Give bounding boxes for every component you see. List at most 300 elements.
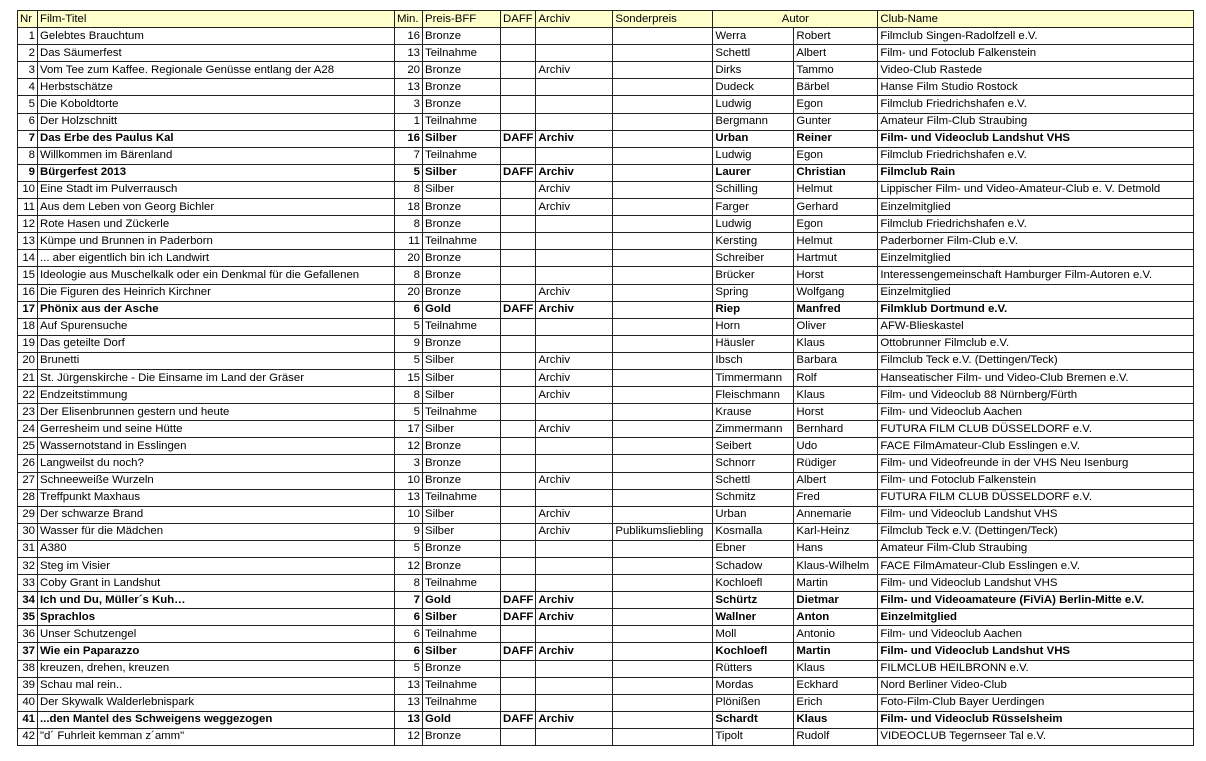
cell-club-name: Filmclub Singen-Radolfzell e.V. [878, 28, 1194, 45]
cell-autor-nachname: Urban [713, 130, 794, 147]
cell-min: 20 [395, 62, 423, 79]
cell-autor-vorname: Albert [794, 45, 878, 62]
cell-archiv [536, 216, 613, 233]
cell-autor-nachname: Ludwig [713, 216, 794, 233]
table-row [18, 677, 1194, 694]
cell-archiv [536, 250, 613, 267]
cell-min: 13 [395, 711, 423, 728]
cell-club-name: Filmclub Friedrichshafen e.V. [878, 96, 1194, 113]
table-row [18, 506, 1194, 523]
cell-sonderpreis [613, 387, 713, 404]
cell-archiv [536, 677, 613, 694]
cell-club-name: Einzelmitglied [878, 284, 1194, 301]
cell-preis-bff: Teilnahme [423, 147, 501, 164]
cell-min: 16 [395, 130, 423, 147]
cell-preis-bff: Teilnahme [423, 404, 501, 421]
cell-sonderpreis [613, 592, 713, 609]
cell-min: 6 [395, 626, 423, 643]
table-row [18, 369, 1194, 386]
cell-preis-bff: Teilnahme [423, 45, 501, 62]
cell-film-titel: St. Jürgenskirche - Die Einsame im Land der Gräser [38, 369, 395, 386]
table-row [18, 575, 1194, 592]
cell-preis-bff: Bronze [423, 79, 501, 96]
cell-sonderpreis [613, 489, 713, 506]
table-row [18, 387, 1194, 404]
cell-autor-nachname: Ludwig [713, 96, 794, 113]
cell-sonderpreis [613, 301, 713, 318]
cell-preis-bff: Silber [423, 421, 501, 438]
table-row [18, 301, 1194, 318]
cell-sonderpreis [613, 267, 713, 284]
cell-preis-bff: Bronze [423, 267, 501, 284]
cell-club-name: Interessengemeinschaft Hamburger Film-Autoren e.V. [878, 267, 1194, 284]
cell-autor-vorname: Klaus [794, 335, 878, 352]
cell-daff [501, 421, 536, 438]
cell-nr: 19 [18, 335, 38, 352]
cell-preis-bff: Bronze [423, 62, 501, 79]
cell-preis-bff: Bronze [423, 335, 501, 352]
cell-archiv: Archiv [536, 130, 613, 147]
cell-min: 13 [395, 79, 423, 96]
cell-daff [501, 558, 536, 575]
cell-daff [501, 455, 536, 472]
cell-autor-vorname: Hartmut [794, 250, 878, 267]
cell-autor-vorname: Gerhard [794, 199, 878, 216]
cell-autor-nachname: Riep [713, 301, 794, 318]
cell-club-name: Film- und Fotoclub Falkenstein [878, 45, 1194, 62]
cell-nr: 7 [18, 130, 38, 147]
cell-autor-vorname: Eckhard [794, 677, 878, 694]
cell-film-titel: Eine Stadt im Pulverrausch [38, 181, 395, 198]
cell-club-name: Einzelmitglied [878, 250, 1194, 267]
cell-club-name: Film- und Videoclub Aachen [878, 626, 1194, 643]
cell-preis-bff: Silber [423, 352, 501, 369]
cell-min: 8 [395, 181, 423, 198]
cell-daff [501, 28, 536, 45]
cell-nr: 27 [18, 472, 38, 489]
cell-sonderpreis [613, 284, 713, 301]
cell-club-name: Film- und Videofreunde in der VHS Neu Isenburg [878, 455, 1194, 472]
cell-film-titel: Sprachlos [38, 609, 395, 626]
cell-film-titel: Der Holzschnitt [38, 113, 395, 130]
cell-preis-bff: Teilnahme [423, 694, 501, 711]
table-row [18, 404, 1194, 421]
cell-club-name: Filmclub Friedrichshafen e.V. [878, 147, 1194, 164]
cell-film-titel: ... aber eigentlich bin ich Landwirt [38, 250, 395, 267]
cell-min: 5 [395, 404, 423, 421]
cell-autor-vorname: Christian [794, 164, 878, 181]
table-row [18, 523, 1194, 540]
table-row [18, 216, 1194, 233]
table-row [18, 79, 1194, 96]
cell-sonderpreis [613, 318, 713, 335]
cell-min: 8 [395, 267, 423, 284]
cell-archiv: Archiv [536, 523, 613, 540]
cell-archiv: Archiv [536, 421, 613, 438]
cell-preis-bff: Bronze [423, 540, 501, 557]
cell-film-titel: Auf Spurensuche [38, 318, 395, 335]
cell-nr: 35 [18, 609, 38, 626]
cell-min: 6 [395, 301, 423, 318]
cell-archiv [536, 660, 613, 677]
cell-daff [501, 506, 536, 523]
cell-sonderpreis [613, 506, 713, 523]
cell-autor-vorname: Rolf [794, 369, 878, 386]
cell-autor-nachname: Horn [713, 318, 794, 335]
cell-film-titel: Schneeweiße Wurzeln [38, 472, 395, 489]
cell-club-name: Film- und Videoclub 88 Nürnberg/Fürth [878, 387, 1194, 404]
cell-sonderpreis [613, 643, 713, 660]
cell-autor-nachname: Kochloefl [713, 643, 794, 660]
cell-preis-bff: Bronze [423, 28, 501, 45]
cell-sonderpreis [613, 130, 713, 147]
cell-min: 6 [395, 643, 423, 660]
cell-archiv [536, 28, 613, 45]
cell-autor-nachname: Schilling [713, 181, 794, 198]
table-row [18, 489, 1194, 506]
cell-sonderpreis [613, 404, 713, 421]
cell-daff [501, 575, 536, 592]
table-row [18, 335, 1194, 352]
cell-autor-nachname: Werra [713, 28, 794, 45]
cell-autor-vorname: Klaus-Wilhelm [794, 558, 878, 575]
cell-film-titel: ...den Mantel des Schweigens weggezogen [38, 711, 395, 728]
cell-autor-nachname: Plönißen [713, 694, 794, 711]
cell-daff [501, 199, 536, 216]
cell-club-name: Hanseatischer Film- und Video-Club Bremen e.V. [878, 369, 1194, 386]
cell-nr: 36 [18, 626, 38, 643]
cell-nr: 42 [18, 728, 38, 745]
cell-archiv: Archiv [536, 369, 613, 386]
cell-archiv: Archiv [536, 62, 613, 79]
cell-autor-nachname: Krause [713, 404, 794, 421]
cell-min: 17 [395, 421, 423, 438]
cell-film-titel: Vom Tee zum Kaffee. Regionale Genüsse entlang der A28 [38, 62, 395, 79]
cell-sonderpreis [613, 181, 713, 198]
cell-daff [501, 369, 536, 386]
cell-autor-vorname: Horst [794, 404, 878, 421]
cell-archiv [536, 575, 613, 592]
cell-nr: 2 [18, 45, 38, 62]
cell-daff [501, 96, 536, 113]
table-row [18, 233, 1194, 250]
cell-club-name: Amateur Film-Club Straubing [878, 113, 1194, 130]
cell-archiv [536, 728, 613, 745]
cell-nr: 8 [18, 147, 38, 164]
cell-daff: DAFF [501, 592, 536, 609]
cell-autor-vorname: Barbara [794, 352, 878, 369]
cell-autor-vorname: Anton [794, 609, 878, 626]
cell-daff: DAFF [501, 609, 536, 626]
cell-club-name: Einzelmitglied [878, 199, 1194, 216]
cell-min: 18 [395, 199, 423, 216]
cell-film-titel: Die Koboldtorte [38, 96, 395, 113]
cell-preis-bff: Bronze [423, 216, 501, 233]
cell-autor-nachname: Fleischmann [713, 387, 794, 404]
cell-daff [501, 677, 536, 694]
cell-min: 7 [395, 147, 423, 164]
cell-club-name: Film- und Videoclub Landshut VHS [878, 130, 1194, 147]
cell-autor-vorname: Egon [794, 216, 878, 233]
table-row [18, 540, 1194, 557]
cell-preis-bff: Teilnahme [423, 626, 501, 643]
cell-club-name: Nord Berliner Video-Club [878, 677, 1194, 694]
cell-autor-vorname: Udo [794, 438, 878, 455]
cell-club-name: Hanse Film Studio Rostock [878, 79, 1194, 96]
cell-min: 6 [395, 609, 423, 626]
cell-sonderpreis [613, 711, 713, 728]
cell-daff [501, 694, 536, 711]
cell-film-titel: Langweilst du noch? [38, 455, 395, 472]
header-min: Min. [395, 11, 423, 28]
cell-archiv [536, 558, 613, 575]
table-row [18, 130, 1194, 147]
cell-nr: 38 [18, 660, 38, 677]
cell-archiv [536, 694, 613, 711]
cell-autor-vorname: Reiner [794, 130, 878, 147]
cell-nr: 13 [18, 233, 38, 250]
table-row [18, 352, 1194, 369]
cell-autor-nachname: Schadow [713, 558, 794, 575]
cell-preis-bff: Silber [423, 523, 501, 540]
table-row [18, 96, 1194, 113]
cell-club-name: Film- und Videoamateure (FiViA) Berlin-Mitte e.V. [878, 592, 1194, 609]
cell-autor-vorname: Wolfgang [794, 284, 878, 301]
cell-min: 5 [395, 352, 423, 369]
cell-autor-vorname: Klaus [794, 660, 878, 677]
cell-autor-nachname: Schettl [713, 472, 794, 489]
cell-autor-nachname: Schürtz [713, 592, 794, 609]
cell-min: 5 [395, 318, 423, 335]
cell-preis-bff: Bronze [423, 199, 501, 216]
table-row [18, 558, 1194, 575]
cell-nr: 4 [18, 79, 38, 96]
cell-daff [501, 352, 536, 369]
cell-film-titel: Treffpunkt Maxhaus [38, 489, 395, 506]
cell-preis-bff: Silber [423, 181, 501, 198]
cell-autor-nachname: Timmermann [713, 369, 794, 386]
cell-club-name: FUTURA FILM CLUB DÜSSELDORF e.V. [878, 421, 1194, 438]
cell-archiv [536, 489, 613, 506]
table-row [18, 284, 1194, 301]
cell-archiv: Archiv [536, 387, 613, 404]
cell-min: 13 [395, 489, 423, 506]
cell-daff [501, 318, 536, 335]
cell-sonderpreis [613, 216, 713, 233]
cell-film-titel: Gelebtes Brauchtum [38, 28, 395, 45]
cell-daff [501, 540, 536, 557]
cell-autor-vorname: Rudolf [794, 728, 878, 745]
cell-autor-vorname: Hans [794, 540, 878, 557]
cell-archiv [536, 267, 613, 284]
cell-daff [501, 284, 536, 301]
cell-sonderpreis [613, 79, 713, 96]
cell-club-name: Ottobrunner Filmclub e.V. [878, 335, 1194, 352]
header-film-titel: Film-Titel [38, 11, 395, 28]
cell-daff [501, 147, 536, 164]
cell-autor-vorname: Helmut [794, 233, 878, 250]
cell-sonderpreis [613, 62, 713, 79]
cell-preis-bff: Bronze [423, 660, 501, 677]
cell-preis-bff: Teilnahme [423, 489, 501, 506]
cell-sonderpreis [613, 677, 713, 694]
film-list-table [17, 10, 1194, 746]
cell-autor-vorname: Dietmar [794, 592, 878, 609]
cell-archiv: Archiv [536, 352, 613, 369]
cell-daff [501, 387, 536, 404]
cell-club-name: Filmclub Rain [878, 164, 1194, 181]
cell-sonderpreis [613, 335, 713, 352]
cell-preis-bff: Bronze [423, 558, 501, 575]
cell-archiv [536, 147, 613, 164]
cell-preis-bff: Bronze [423, 728, 501, 745]
cell-min: 20 [395, 250, 423, 267]
cell-film-titel: Steg im Visier [38, 558, 395, 575]
table-row [18, 455, 1194, 472]
cell-min: 10 [395, 472, 423, 489]
cell-film-titel: Coby Grant in Landshut [38, 575, 395, 592]
table-row [18, 472, 1194, 489]
cell-nr: 31 [18, 540, 38, 557]
cell-autor-vorname: Klaus [794, 387, 878, 404]
cell-archiv: Archiv [536, 472, 613, 489]
cell-nr: 29 [18, 506, 38, 523]
cell-autor-nachname: Rütters [713, 660, 794, 677]
cell-archiv: Archiv [536, 643, 613, 660]
cell-daff: DAFF [501, 164, 536, 181]
cell-club-name: Film- und Videoclub Landshut VHS [878, 575, 1194, 592]
cell-min: 5 [395, 660, 423, 677]
cell-film-titel: Phönix aus der Asche [38, 301, 395, 318]
cell-daff: DAFF [501, 130, 536, 147]
cell-nr: 34 [18, 592, 38, 609]
cell-autor-nachname: Schmitz [713, 489, 794, 506]
cell-film-titel: Das Erbe des Paulus Kal [38, 130, 395, 147]
cell-film-titel: Brunetti [38, 352, 395, 369]
cell-preis-bff: Gold [423, 711, 501, 728]
cell-film-titel: Bürgerfest 2013 [38, 164, 395, 181]
cell-nr: 40 [18, 694, 38, 711]
cell-film-titel: Das Säumerfest [38, 45, 395, 62]
cell-daff [501, 728, 536, 745]
cell-preis-bff: Silber [423, 164, 501, 181]
cell-film-titel: Herbstschätze [38, 79, 395, 96]
cell-min: 7 [395, 592, 423, 609]
cell-autor-vorname: Manfred [794, 301, 878, 318]
table-row [18, 421, 1194, 438]
cell-preis-bff: Silber [423, 643, 501, 660]
cell-nr: 3 [18, 62, 38, 79]
cell-min: 8 [395, 387, 423, 404]
cell-nr: 37 [18, 643, 38, 660]
cell-club-name: Einzelmitglied [878, 609, 1194, 626]
cell-autor-vorname: Bernhard [794, 421, 878, 438]
cell-min: 9 [395, 335, 423, 352]
cell-film-titel: Aus dem Leben von Georg Bichler [38, 199, 395, 216]
cell-daff: DAFF [501, 301, 536, 318]
cell-nr: 17 [18, 301, 38, 318]
cell-sonderpreis [613, 164, 713, 181]
cell-club-name: Filmklub Dortmund e.V. [878, 301, 1194, 318]
cell-nr: 5 [18, 96, 38, 113]
cell-min: 12 [395, 558, 423, 575]
cell-autor-nachname: Moll [713, 626, 794, 643]
cell-min: 16 [395, 28, 423, 45]
table-row [18, 643, 1194, 660]
cell-film-titel: Das geteilte Dorf [38, 335, 395, 352]
cell-autor-vorname: Oliver [794, 318, 878, 335]
cell-sonderpreis [613, 438, 713, 455]
header-row [18, 11, 1194, 28]
cell-autor-nachname: Brücker [713, 267, 794, 284]
cell-club-name: Lippischer Film- und Video-Amateur-Club e. V. Detmold [878, 181, 1194, 198]
cell-club-name: FACE FilmAmateur-Club Esslingen e.V. [878, 558, 1194, 575]
cell-archiv [536, 626, 613, 643]
cell-nr: 25 [18, 438, 38, 455]
cell-daff [501, 62, 536, 79]
cell-film-titel: Gerresheim und seine Hütte [38, 421, 395, 438]
cell-min: 1 [395, 113, 423, 130]
cell-autor-nachname: Bergmann [713, 113, 794, 130]
cell-autor-vorname: Karl-Heinz [794, 523, 878, 540]
cell-film-titel: Endzeitstimmung [38, 387, 395, 404]
cell-daff [501, 335, 536, 352]
cell-sonderpreis [613, 472, 713, 489]
cell-autor-nachname: Schettl [713, 45, 794, 62]
cell-daff: DAFF [501, 711, 536, 728]
cell-archiv [536, 96, 613, 113]
cell-nr: 12 [18, 216, 38, 233]
cell-archiv [536, 335, 613, 352]
cell-archiv [536, 404, 613, 421]
cell-sonderpreis [613, 558, 713, 575]
cell-club-name: Paderborner Film-Club e.V. [878, 233, 1194, 250]
table-row [18, 28, 1194, 45]
cell-film-titel: Ich und Du, Müller´s Kuh… [38, 592, 395, 609]
cell-preis-bff: Bronze [423, 438, 501, 455]
cell-sonderpreis [613, 199, 713, 216]
header-preis-bff: Preis-BFF [423, 11, 501, 28]
cell-archiv [536, 233, 613, 250]
cell-film-titel: Der Elisenbrunnen gestern und heute [38, 404, 395, 421]
cell-club-name: FUTURA FILM CLUB DÜSSELDORF e.V. [878, 489, 1194, 506]
cell-nr: 16 [18, 284, 38, 301]
cell-nr: 15 [18, 267, 38, 284]
cell-preis-bff: Silber [423, 130, 501, 147]
cell-film-titel: A380 [38, 540, 395, 557]
cell-min: 3 [395, 455, 423, 472]
cell-preis-bff: Teilnahme [423, 677, 501, 694]
cell-club-name: Video-Club Rastede [878, 62, 1194, 79]
cell-sonderpreis [613, 540, 713, 557]
cell-autor-nachname: Farger [713, 199, 794, 216]
table-row [18, 164, 1194, 181]
cell-min: 8 [395, 575, 423, 592]
cell-archiv: Archiv [536, 711, 613, 728]
cell-min: 15 [395, 369, 423, 386]
cell-autor-nachname: Kersting [713, 233, 794, 250]
cell-autor-vorname: Robert [794, 28, 878, 45]
cell-autor-vorname: Fred [794, 489, 878, 506]
cell-film-titel: Rote Hasen und Zückerle [38, 216, 395, 233]
cell-autor-nachname: Häusler [713, 335, 794, 352]
cell-club-name: AFW-Blieskastel [878, 318, 1194, 335]
cell-nr: 24 [18, 421, 38, 438]
cell-min: 3 [395, 96, 423, 113]
cell-daff [501, 626, 536, 643]
table-row [18, 711, 1194, 728]
cell-nr: 32 [18, 558, 38, 575]
